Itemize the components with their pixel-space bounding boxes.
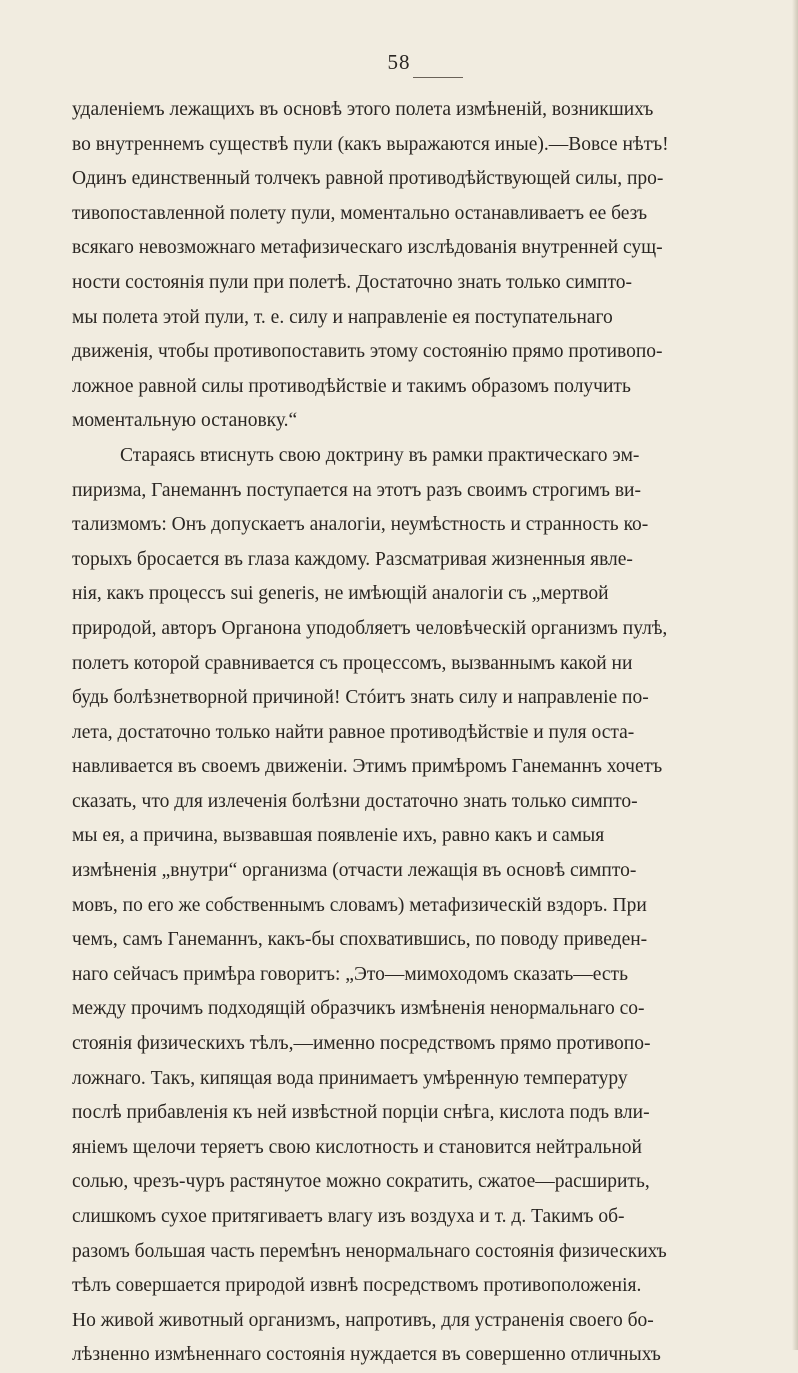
text-line: солью, чрезъ-чуръ растянутое можно сократить, сжатое—расширить, bbox=[72, 1171, 650, 1193]
text-line: измѣненія „внутри“ организма (отчасти лежащія въ основѣ симпто- bbox=[72, 860, 637, 882]
text-line: ложнаго. Такъ, кипящая вода принимаетъ умѣренную температуру bbox=[72, 1067, 628, 1089]
text-line: всякаго невозможнаго метафизическаго изслѣдованія внутренней сущ- bbox=[72, 237, 663, 259]
text-line: мовъ, по его же собственнымъ словамъ) метафизическій вздоръ. При bbox=[72, 894, 647, 916]
text-line: чемъ, самъ Ганеманнъ, какъ-бы спохватившись, по поводу приведен- bbox=[72, 929, 648, 951]
text-line: послѣ прибавленія къ ней извѣстной порціи снѣга, кислота подъ вли- bbox=[72, 1102, 650, 1124]
text-line: полетъ которой сравнивается съ процессомъ, вызваннымъ какой ни bbox=[72, 652, 633, 674]
text-line: разомъ большая часть перемѣнъ ненормальнаго состоянія физическихъ bbox=[72, 1240, 667, 1262]
text-line: нія, какъ процессъ sui generis, не имѣющій аналогіи съ „мертвой bbox=[72, 583, 609, 605]
text-line: ности состоянія пули при полетѣ. Достаточно знать только симпто- bbox=[72, 271, 632, 293]
text-line: сказать, что для излеченія болѣзни достаточно знать только симпто- bbox=[72, 790, 638, 812]
text-line: удаленіемъ лежащихъ въ основѣ этого полета измѣненій, возникшихъ bbox=[72, 99, 654, 120]
page-number-rule bbox=[413, 77, 463, 78]
text-line: природой, авторъ Органона уподобляетъ человѣческій организмъ пулѣ, bbox=[72, 617, 668, 639]
text-line: Но живой животный организмъ, напротивъ, для устраненія своего бо- bbox=[72, 1309, 654, 1331]
body-text bbox=[72, 93, 794, 1366]
text-line: мы ея, а причина, вызвавшая появленіе ихъ, равно какъ и самыя bbox=[72, 825, 605, 847]
text-line: будь болѣзнетворной причиной! Стóитъ знать силу и направленіе по- bbox=[72, 687, 649, 709]
text-line: торыхъ бросается въ глаза каждому. Разсматривая жизненныя явле- bbox=[72, 548, 633, 570]
text-line: ложное равной силы противодѣйствіе и такимъ образомъ получить bbox=[72, 375, 631, 397]
text-line: тѣлъ совершается природой извнѣ посредствомъ противоположенія. bbox=[72, 1275, 642, 1297]
text-line: моментальную остановку.“ bbox=[72, 410, 298, 432]
text-line: стоянія физическихъ тѣлъ,—именно посредствомъ прямо противопо- bbox=[72, 1033, 651, 1055]
text-line: тивопоставленной полету пули, моментально останавливаетъ ее безъ bbox=[72, 202, 648, 224]
text-line: во внутреннемъ существѣ пули (какъ выражаются иные).—Вовсе нѣтъ! bbox=[72, 133, 669, 155]
text-line: Одинъ единственный толчекъ равной противодѣйствующей силы, про- bbox=[72, 168, 664, 190]
text-line: слишкомъ сухое притягиваетъ влагу изъ воздуха и т. д. Такимъ об- bbox=[72, 1206, 625, 1227]
text-line: навливается въ своемъ движеніи. Этимъ примѣромъ Ганеманнъ хочетъ bbox=[72, 756, 663, 778]
text-line: Стараясь втиснуть свою доктрину въ рамки практическаго эм- bbox=[120, 444, 640, 466]
text-line: пиризма, Ганеманнъ поступается на этотъ разъ своимъ строгимъ ви- bbox=[72, 479, 641, 501]
text-line: мы полета этой пули, т. е. силу и направленіе ея поступательнаго bbox=[72, 306, 613, 328]
text-line: тализмомъ: Онъ допускаетъ аналогіи, неумѣстность и странность ко- bbox=[72, 514, 649, 536]
text-line: наго сейчасъ примѣра говоритъ: „Это—мимоходомъ сказать—есть bbox=[72, 963, 628, 985]
text-line: лѣзненно измѣненнаго состоянія нуждается въ совершенно отличныхъ bbox=[72, 1344, 661, 1366]
text-line: лета, достаточно только найти равное противодѣйствіе и пуля оста- bbox=[72, 721, 635, 743]
text-line: движенія, чтобы противопоставить этому состоянію прямо противопо- bbox=[72, 341, 663, 363]
text-line: между прочимъ подходящій образчикъ измѣненія ненормальнаго со- bbox=[72, 998, 645, 1020]
page-number: 58 bbox=[387, 50, 411, 74]
text-line: яніемъ щелочи теряетъ свою кислотность и становится нейтральной bbox=[72, 1136, 642, 1158]
